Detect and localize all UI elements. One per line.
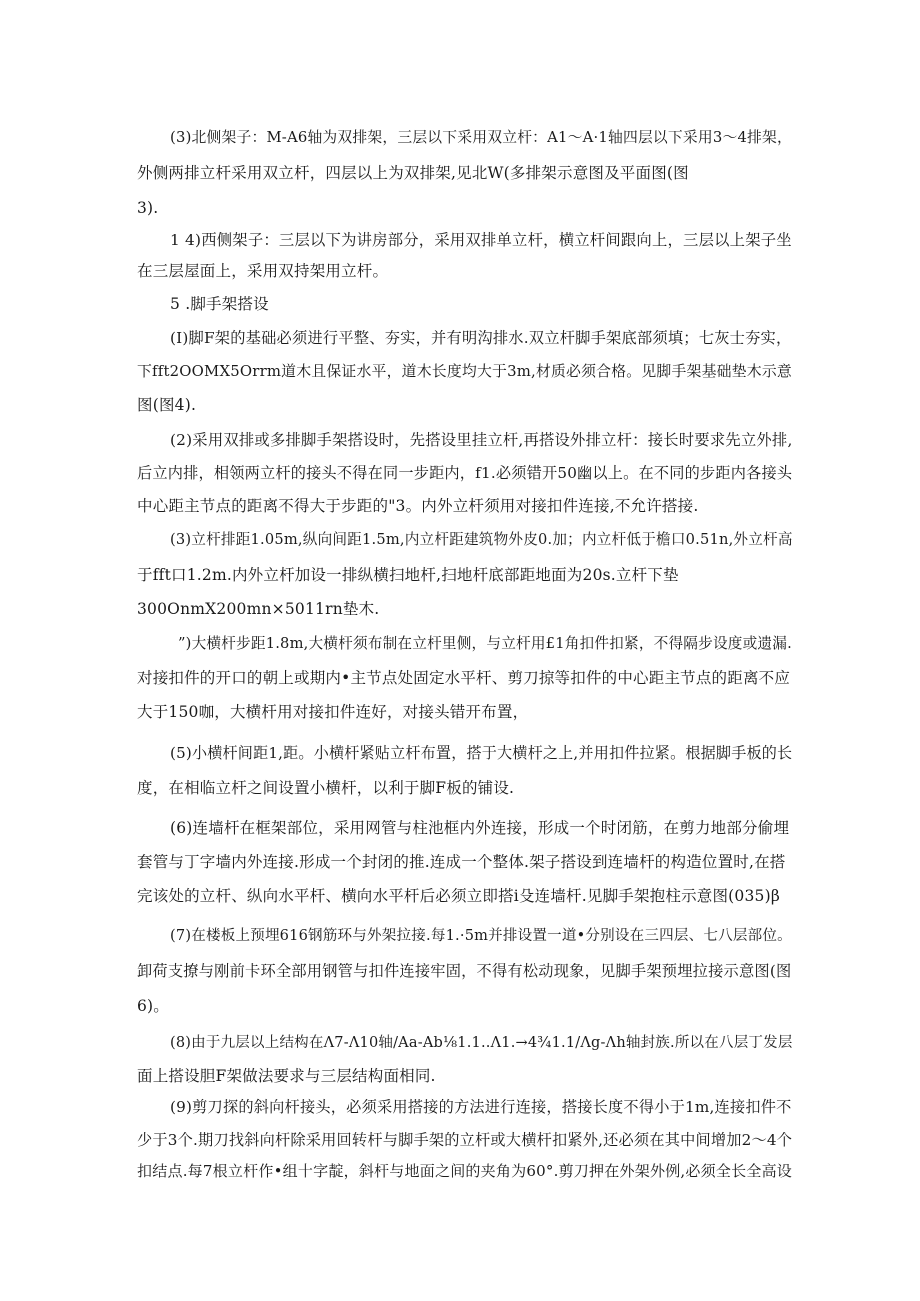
text-line: (3)立杆排距1.05m,纵向间距1.5m,内立杆距建筑物外皮0.加；内立杆低于檐口0.51n,外立杆高 <box>170 531 793 548</box>
text-line: 卸荷支撩与刚前卡环全部用钢管与扣件连接牢固，不得有松动现象，见脚手架预埋拉接示意图(图 <box>137 962 792 980</box>
text-line: 300OnmX200mn×5011rn垫木. <box>137 600 380 618</box>
text-line: 中心距主节点的距离不得大于步距的"3。内外立杆须用对接扣件连接,不允许搭接. <box>137 497 699 515</box>
text-line: 对接扣件的开口的朝上或期内•主节点处固定水平杆、剪刀掠等扣件的中心距主节点的距离不应 <box>137 669 791 687</box>
text-line: 1 4)西侧架子：三层以下为讲房部分，采用双排单立杆，横立杆间跟向上，三层以上架子坐 <box>170 231 792 249</box>
text-line: 6)。 <box>137 997 170 1015</box>
text-line: (I)脚F架的基础必须进行平整、夯实，并有明沟排水.双立杆脚手架底部须填；七灰士夯实， <box>170 329 792 347</box>
text-line: 完该处的立杆、纵向水平杆、横向水平杆后必须立即搭i殳连墙杆.见脚手架抱柱示意图(035)β <box>137 887 781 905</box>
text-line: (5)小横杆间距1,距。小横杆紧贴立杆布置，搭于大横杆之上,并用扣件拉紧。根据脚手板的长 <box>170 744 793 762</box>
text-line: (9)剪刀探的斜向杆接头，必须采用搭接的方法进行连接，搭接长度不得小于1m,连接扣件不 <box>170 1098 792 1116</box>
text-line: 扣结点.每7根立杆作•组十字靛，斜杆与地面之间的夹角为60°.剪刀押在外架外例,必须全长全高设 <box>137 1162 793 1180</box>
text-line: (2)采用双排或多排脚手架搭设时，先搭设里挂立杆,再搭设外排立杆：接长时要求先立外排, <box>170 431 793 449</box>
text-line: 3). <box>137 199 159 217</box>
text-line: 于fft口1.2m.内外立杆加设一排纵横扫地杆,扫地杆底部距地面为20s.立杆下垫 <box>137 566 679 584</box>
text-line: 下fft2OOMX5Orrm道木且保证水平，道木长度均大于3m,材质必须合格。见脚手架基础垫木示意 <box>137 362 792 380</box>
text-line: 后立内排，相领两立杆的接头不得在同一步距内，f1.必须错开50幽以上。在不同的步距内各接头 <box>137 464 793 482</box>
section-heading: 5 .脚手架搭设 <box>170 295 269 313</box>
text-line: 外侧两排立杆采用双立杆，四层以上为双排架,见北W(多排架示意图及平面图(图 <box>137 164 689 182</box>
text-line: 少于3个.期刀找斜向杆除采用回转杆与脚手架的立杆或大横杆扣紧外,还必须在其中间增加2～4个 <box>137 1131 793 1149</box>
text-line: 度，在相临立杆之间设置小横杆，以利于脚F板的铺设. <box>137 779 515 797</box>
text-line: 面上搭设胆F架做法要求与三层结构面相同. <box>137 1067 436 1085</box>
text-line: (8)由于九层以上结构在Λ7-Λ10轴/Aa-Ab⅛1.1..Λ1.→4¾1.1/Λg-Λh轴封族.所以在八层丁发层 <box>170 1035 793 1051</box>
text-line: (6)连墙杆在框架部位，采用网管与柱池框内外连接，形成一个时闭筋，在剪力地部分偷埋 <box>170 819 790 837</box>
text-line: 在三层屋面上，采用双持架用立杆。 <box>137 262 389 280</box>
text-line: 图(图4). <box>137 396 197 414</box>
text-line: 大于150咖，大横杆用对接扣件连好，对接头错开布置， <box>137 703 529 721</box>
text-line: (7)在楼板上预埋616钢筋环与外架拉接.每1.·5m并排设置一道•分别设在三四层、七八层部位。 <box>170 927 792 944</box>
text-line: 套管与丁字墙内外连接.形成一个封闭的推.连成一个整体.架子搭设到连墙杆的构造位置时,在搭 <box>137 853 786 871</box>
text-line: (3)北侧架子：M-A6轴为双排架，三层以下采用双立杆：A1～A·1轴四层以下采用3～4排架， <box>170 129 792 146</box>
text-line: ”)大横杆步距1.8m,大横杆须布制在立杆里侧，与立杆用£1角扣件扣紧，不得隔步设度或遗漏. <box>178 635 792 652</box>
